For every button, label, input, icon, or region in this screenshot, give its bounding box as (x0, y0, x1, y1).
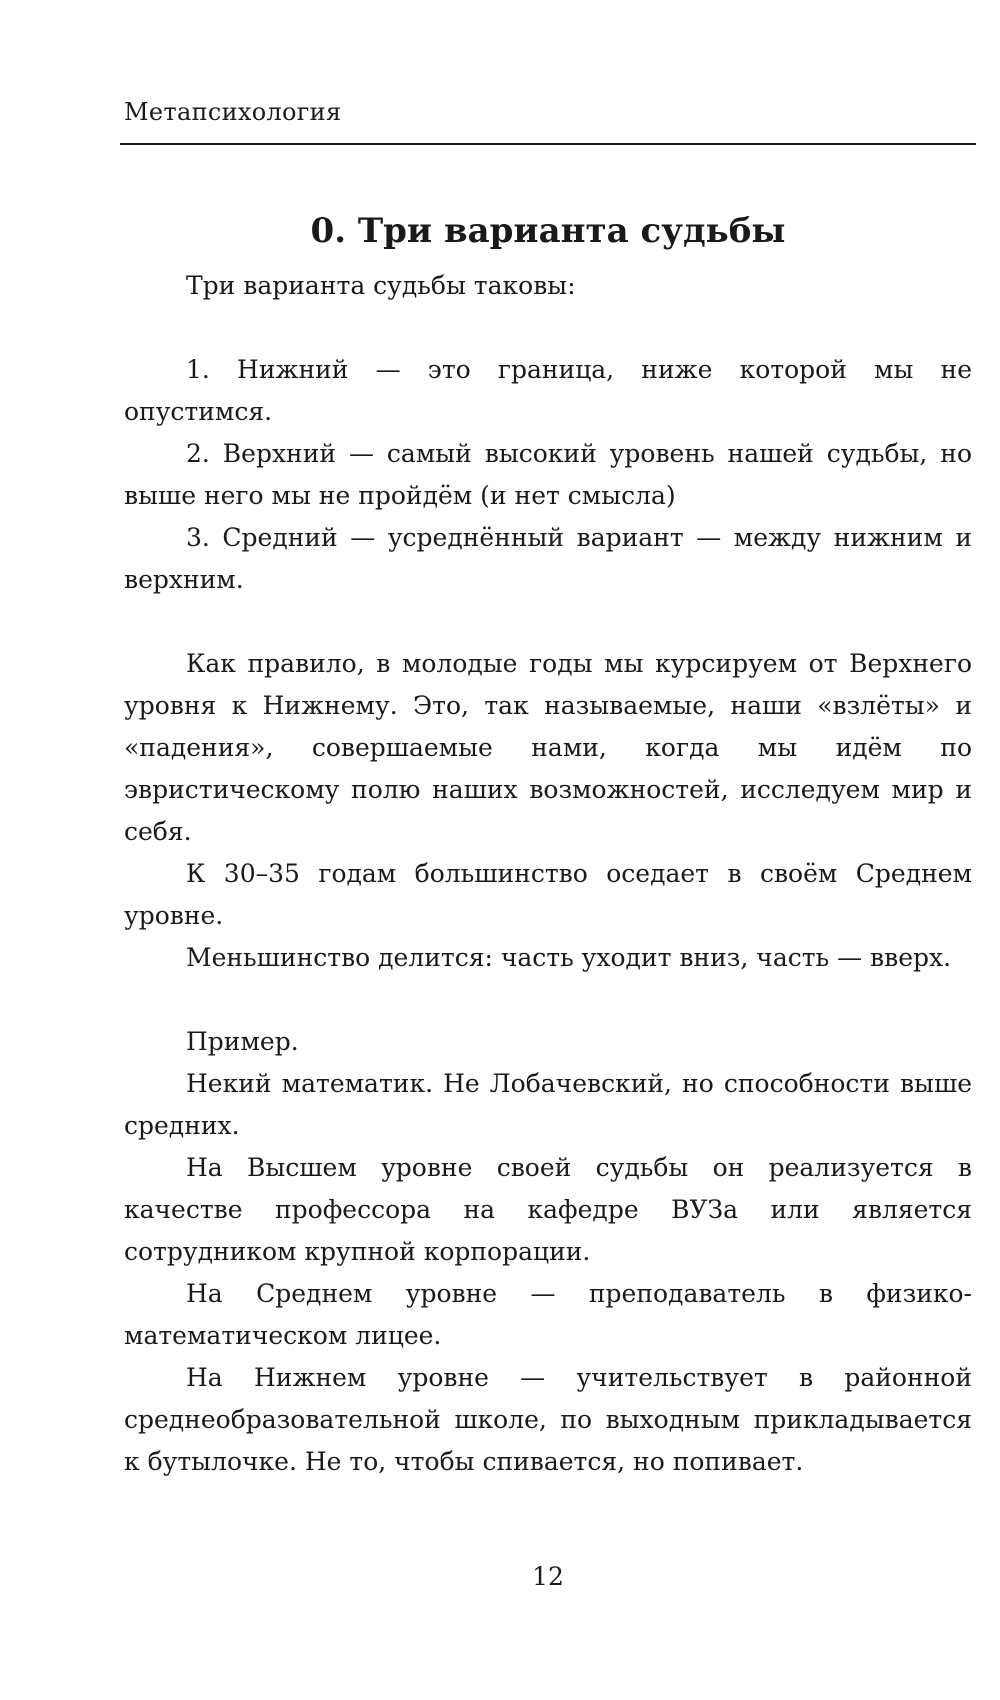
running-header: Метапсихология (124, 98, 342, 126)
header-rule (120, 143, 976, 145)
paragraph-lower: 1. Нижний — это граница, ниже которой мы не опустимся. (124, 355, 972, 426)
page-number: 12 (532, 1562, 564, 1591)
paragraph-intro: Три варианта судьбы таковы: (186, 271, 576, 300)
paragraph-example-heading: Пример. (186, 1027, 299, 1056)
body-text (124, 265, 972, 1483)
paragraph-minority: Меньшинство делится: часть уходит вниз, часть — вверх. (186, 943, 952, 972)
chapter-title: 0. Три варианта судьбы (310, 210, 786, 251)
paragraph-upper: 2. Верхний — самый высокий уровень нашей судьбы, но выше него мы не пройдём (и нет смысла) (124, 439, 972, 510)
paragraph-middle-level: На Среднем уровне — преподаватель в физико-математическом лицее. (124, 1279, 972, 1350)
paragraph-mathematician: Некий математик. Не Лобачевский, но способности выше средних. (124, 1069, 972, 1140)
paragraph-lower-level: На Нижнем уровне — учительствует в районной среднеобразовательной школе, по выходным прикладывается к бутылочке. Не то, чтобы спивается, но попивает. (124, 1363, 972, 1476)
paragraph-age: К 30–35 годам большинство оседает в своём Среднем уровне. (124, 859, 972, 930)
paragraph-higher-level: На Высшем уровне своей судьбы он реализуется в качестве профессора на кафедре ВУЗа или является сотрудником крупной корпорации. (124, 1153, 972, 1266)
paragraph-middle: 3. Средний — усреднённый вариант — между нижним и верхним. (124, 523, 972, 594)
paragraph-youth: Как правило, в молодые годы мы курсируем от Верхнего уровня к Нижнему. Это, так называемые, наши «взлёты» и «падения», совершаемые нами, когда мы идём по эвристическому полю наших возможностей, исследуем мир и себя. (124, 649, 972, 846)
